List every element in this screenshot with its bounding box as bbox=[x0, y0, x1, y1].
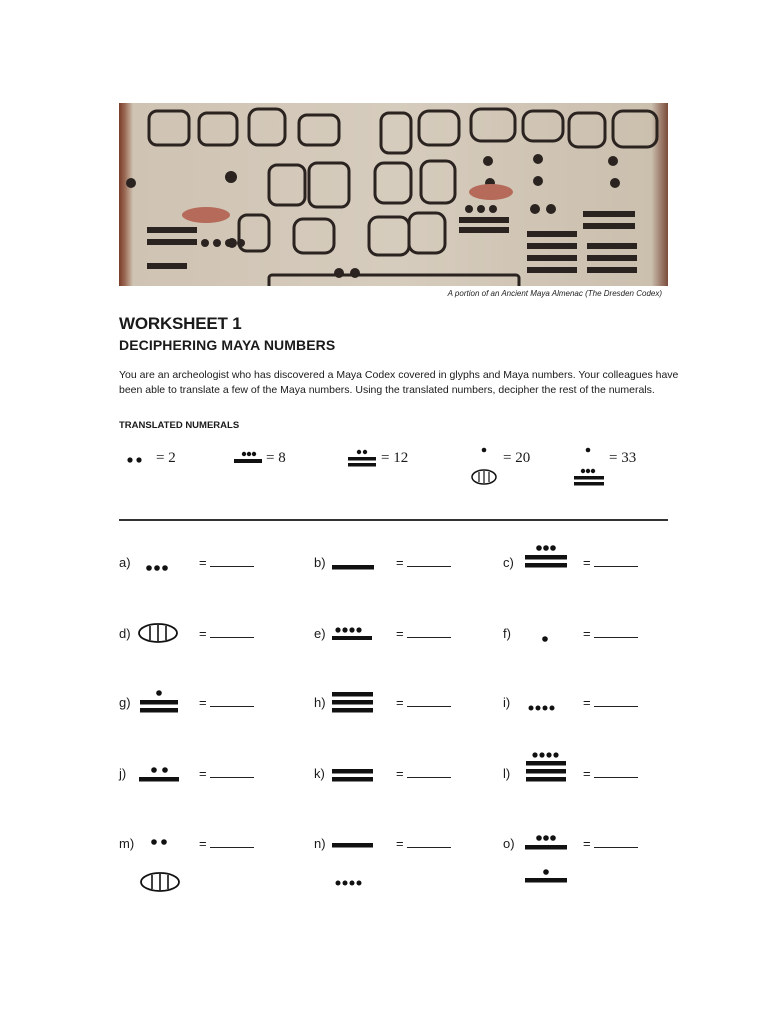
answer-line[interactable] bbox=[594, 836, 638, 848]
maya-numeral-i bbox=[527, 700, 567, 716]
maya-numeral-eight bbox=[233, 450, 263, 466]
problem-label: f) bbox=[503, 626, 511, 641]
worksheet-subtitle: DECIPHERING MAYA NUMBERS bbox=[119, 337, 336, 353]
problem-label: k) bbox=[314, 766, 325, 781]
maya-numeral-thirty-three bbox=[573, 446, 605, 490]
answer-line[interactable] bbox=[210, 555, 254, 567]
maya-numeral-l bbox=[526, 751, 568, 785]
answer-blank[interactable] bbox=[199, 766, 254, 781]
problem-label: h) bbox=[314, 695, 326, 710]
answer-line[interactable] bbox=[594, 626, 638, 638]
problem-label: j) bbox=[119, 766, 127, 781]
answer-blank[interactable] bbox=[199, 836, 254, 851]
shell-icon bbox=[138, 622, 180, 644]
answer-blank[interactable] bbox=[396, 695, 451, 710]
maya-numeral-j bbox=[139, 765, 181, 785]
equals-sign: = bbox=[199, 766, 207, 781]
answer-line[interactable] bbox=[210, 766, 254, 778]
intro-text bbox=[119, 368, 679, 398]
answer-line[interactable] bbox=[594, 695, 638, 707]
answer-blank[interactable] bbox=[199, 695, 254, 710]
problem-h bbox=[314, 695, 494, 755]
maya-numeral-twenty bbox=[470, 446, 500, 491]
problem-f bbox=[503, 626, 683, 686]
worksheet-title: WORKSHEET 1 bbox=[119, 314, 242, 333]
equals-sign: = bbox=[199, 555, 207, 570]
answer-line[interactable] bbox=[594, 766, 638, 778]
translated-item-20 bbox=[470, 446, 560, 486]
problem-j bbox=[119, 766, 299, 826]
equals-sign: = bbox=[396, 555, 404, 570]
maya-numeral-m-dots bbox=[150, 836, 176, 850]
equals-sign: = bbox=[396, 836, 404, 851]
intro-line-2: been able to translate a few of the Maya numbers. Using the translated numbers, decipher the rest of the numerals. bbox=[119, 384, 655, 396]
answer-blank[interactable] bbox=[199, 555, 254, 570]
image-caption: A portion of an Ancient Maya Almenac (The Dresden Codex) bbox=[447, 289, 662, 298]
maya-numeral-two bbox=[126, 454, 150, 468]
intro-line-1: You are an archeologist who has discovered a Maya Codex covered in glyphs and Maya numbers. Your colleagues have bbox=[119, 369, 679, 381]
answer-blank[interactable] bbox=[396, 555, 451, 570]
answer-blank[interactable] bbox=[583, 626, 638, 641]
problem-label: a) bbox=[119, 555, 131, 570]
problem-d bbox=[119, 626, 299, 686]
translated-item-8 bbox=[233, 450, 323, 490]
problem-l bbox=[503, 766, 683, 826]
maya-numeral-e bbox=[332, 625, 376, 645]
equals-sign: = bbox=[199, 836, 207, 851]
maya-numeral-k bbox=[332, 766, 376, 784]
maya-numeral-twelve bbox=[347, 448, 377, 468]
translated-heading: TRANSLATED NUMERALS bbox=[119, 420, 240, 431]
equals-sign: = bbox=[199, 626, 207, 641]
problem-label: m) bbox=[119, 836, 135, 851]
problem-c bbox=[503, 555, 683, 615]
problem-k bbox=[314, 766, 494, 826]
problem-label: e) bbox=[314, 626, 326, 641]
answer-blank[interactable] bbox=[396, 626, 451, 641]
equals-sign: = bbox=[583, 626, 591, 641]
equals-sign: = bbox=[199, 695, 207, 710]
problem-n bbox=[314, 836, 494, 896]
equals-sign: = bbox=[396, 695, 404, 710]
problem-g bbox=[119, 695, 299, 755]
answer-blank[interactable] bbox=[396, 836, 451, 851]
translated-value: = 8 bbox=[266, 450, 286, 466]
problem-e bbox=[314, 626, 494, 686]
maya-numeral-o-upper bbox=[525, 834, 569, 854]
answer-blank[interactable] bbox=[583, 695, 638, 710]
answer-line[interactable] bbox=[407, 626, 451, 638]
equals-sign: = bbox=[396, 626, 404, 641]
problem-a bbox=[119, 555, 299, 615]
shell-icon bbox=[140, 871, 182, 893]
maya-numeral-c bbox=[525, 544, 569, 570]
problem-label: b) bbox=[314, 555, 326, 570]
shell-icon bbox=[472, 470, 496, 484]
equals-sign: = bbox=[583, 766, 591, 781]
problem-label: g) bbox=[119, 695, 131, 710]
section-divider bbox=[119, 519, 668, 521]
problem-label: i) bbox=[503, 695, 511, 710]
answer-line[interactable] bbox=[407, 555, 451, 567]
problem-label: l) bbox=[503, 766, 511, 781]
translated-item-12 bbox=[347, 450, 437, 490]
problem-b bbox=[314, 555, 494, 615]
problem-i bbox=[503, 695, 683, 755]
maya-numeral-o-lower bbox=[525, 868, 569, 888]
maya-numeral-f bbox=[540, 630, 552, 646]
maya-numeral-n-bar bbox=[332, 840, 376, 852]
answer-line[interactable] bbox=[210, 626, 254, 638]
answer-line[interactable] bbox=[210, 836, 254, 848]
equals-sign: = bbox=[583, 555, 591, 570]
answer-line[interactable] bbox=[407, 766, 451, 778]
problem-label: o) bbox=[503, 836, 515, 851]
answer-blank[interactable] bbox=[583, 836, 638, 851]
maya-numeral-n-dots bbox=[334, 877, 370, 889]
problem-label: d) bbox=[119, 626, 131, 641]
problem-m bbox=[119, 836, 299, 906]
codex-image bbox=[119, 103, 668, 286]
answer-line[interactable] bbox=[407, 695, 451, 707]
translated-item-2 bbox=[126, 450, 216, 490]
answer-blank[interactable] bbox=[583, 555, 638, 570]
translated-value: = 2 bbox=[156, 450, 176, 466]
equals-sign: = bbox=[583, 695, 591, 710]
translated-value: = 12 bbox=[381, 450, 409, 466]
problem-label: n) bbox=[314, 836, 326, 851]
codex-glyphs-illustration bbox=[119, 103, 668, 286]
maya-numeral-g bbox=[140, 689, 180, 715]
answer-blank[interactable] bbox=[583, 766, 638, 781]
translated-item-33 bbox=[573, 446, 673, 486]
maya-numeral-h bbox=[332, 690, 376, 714]
answer-line[interactable] bbox=[210, 695, 254, 707]
answer-blank[interactable] bbox=[396, 766, 451, 781]
maya-numeral-a bbox=[145, 560, 175, 576]
equals-sign: = bbox=[396, 766, 404, 781]
maya-numeral-b bbox=[332, 561, 376, 577]
answer-line[interactable] bbox=[407, 836, 451, 848]
translated-value: = 20 bbox=[503, 450, 531, 466]
answer-line[interactable] bbox=[594, 555, 638, 567]
translated-value: = 33 bbox=[609, 450, 637, 466]
answer-blank[interactable] bbox=[199, 626, 254, 641]
equals-sign: = bbox=[583, 836, 591, 851]
problem-o bbox=[503, 836, 683, 896]
problem-label: c) bbox=[503, 555, 514, 570]
